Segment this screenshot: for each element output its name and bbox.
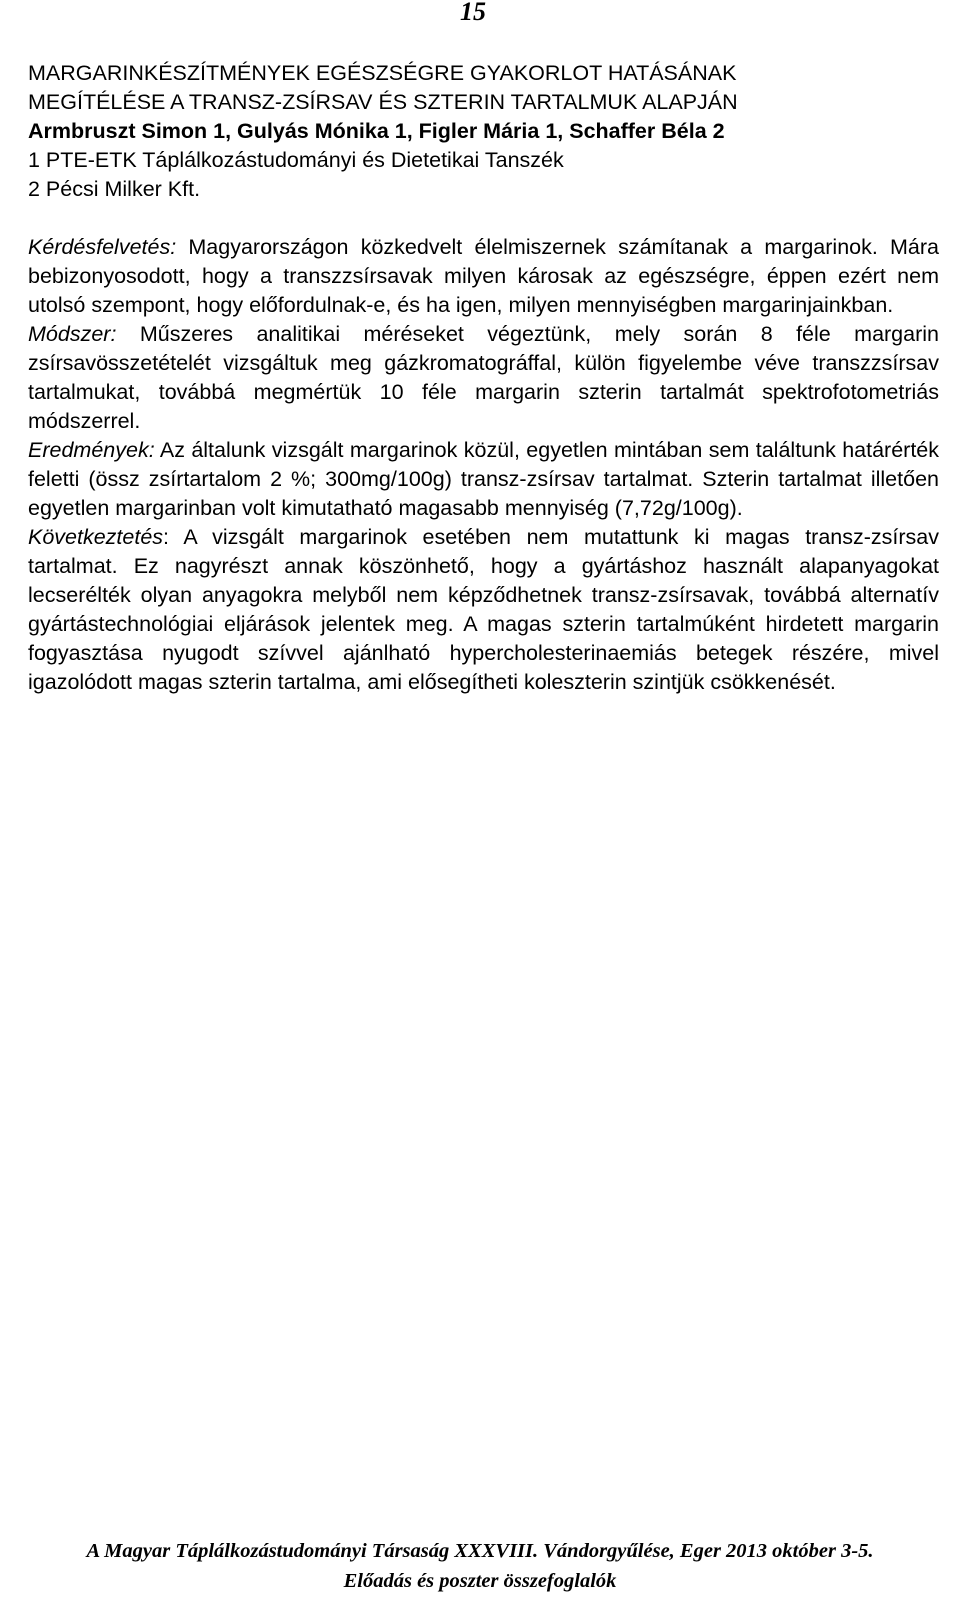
page-number: 15 <box>460 0 486 26</box>
affiliation-2: 2 Pécsi Milker Kft. <box>28 177 201 201</box>
title-line-1: MARGARINKÉSZÍTMÉNYEK EGÉSZSÉGRE GYAKORLOT HATÁSÁNAK <box>28 61 737 85</box>
title-line-2: MEGÍTÉLÉSE A TRANSZ-ZSÍRSAV ÉS SZTERIN TARTALMUK ALAPJÁN <box>28 90 738 114</box>
results-label: Eredmények: <box>28 438 155 462</box>
footer-line-2: Előadás és poszter összefoglalók <box>343 1570 617 1592</box>
authors: Armbruszt Simon 1, Gulyás Mónika 1, Figler Mária 1, Schaffer Béla 2 <box>28 119 725 143</box>
conclusion-text: : A vizsgált margarinok esetében nem mutattunk ki magas transz-zsírsav tartalmat. Ez nagyrészt annak köszönhető, hogy a gyártáshoz használt alapanyagokat lecserélték olyan anyagokra melyből nem képződhetnek transz-zsírsavak, továbbá alternatív gyártástechnológiai eljárások jelentek meg. A magas szterin tartalmúként hirdetett margarin fogyasztása nyugodt szívvel ajánlható hypercholesterinaemiás betegek részére, mivel igazolódott magas szterin tartalma, ami elősegítheti koleszterin szintjük csökkenését. <box>28 525 939 694</box>
spacer <box>28 204 939 233</box>
question-paragraph <box>28 233 939 320</box>
method-label: Módszer: <box>28 322 117 346</box>
abstract <box>28 59 939 697</box>
footer-line-1: A Magyar Táplálkozástudományi Társaság XXXVIII. Vándorgyűlése, Eger 2013 október 3-5. <box>86 1540 874 1562</box>
question-text: Magyarországon közkedvelt élelmiszernek számítanak a margarinok. Mára bebizonyosodott, hogy a transzzsírsavak milyen károsak az egészségre, éppen ezért nem utolsó szempont, hogy előfordulnak-e, és ha igen, milyen mennyiségben margarinjainkban. <box>28 235 939 317</box>
method-paragraph <box>28 320 939 436</box>
page-footer <box>0 1536 960 1596</box>
results-text: Az általunk vizsgált margarinok közül, egyetlen mintában sem találtunk határérték feletti (össz zsírtartalom 2 %; 300mg/100g) transz-zsírsav tartalmat. Szterin tartalmat illetően egyetlen margarinban volt kimutatható magasabb mennyiség (7,72g/100g). <box>28 438 939 520</box>
question-label: Kérdésfelvetés: <box>28 235 177 259</box>
affiliation-1: 1 PTE-ETK Táplálkozástudományi és Dietetikai Tanszék <box>28 148 564 172</box>
conclusion-paragraph <box>28 523 939 697</box>
method-text: Műszeres analitikai méréseket végeztünk, mely során 8 féle margarin zsírsavösszetételét vizsgáltuk meg gázkromatográffal, külön figyelembe véve transzzsírsav tartalmukat, továbbá megmértük 10 féle margarin szterin tartalmát spektrofotometriás módszerrel. <box>28 322 939 433</box>
conclusion-label: Következtetés <box>28 525 164 549</box>
results-paragraph <box>28 436 939 523</box>
